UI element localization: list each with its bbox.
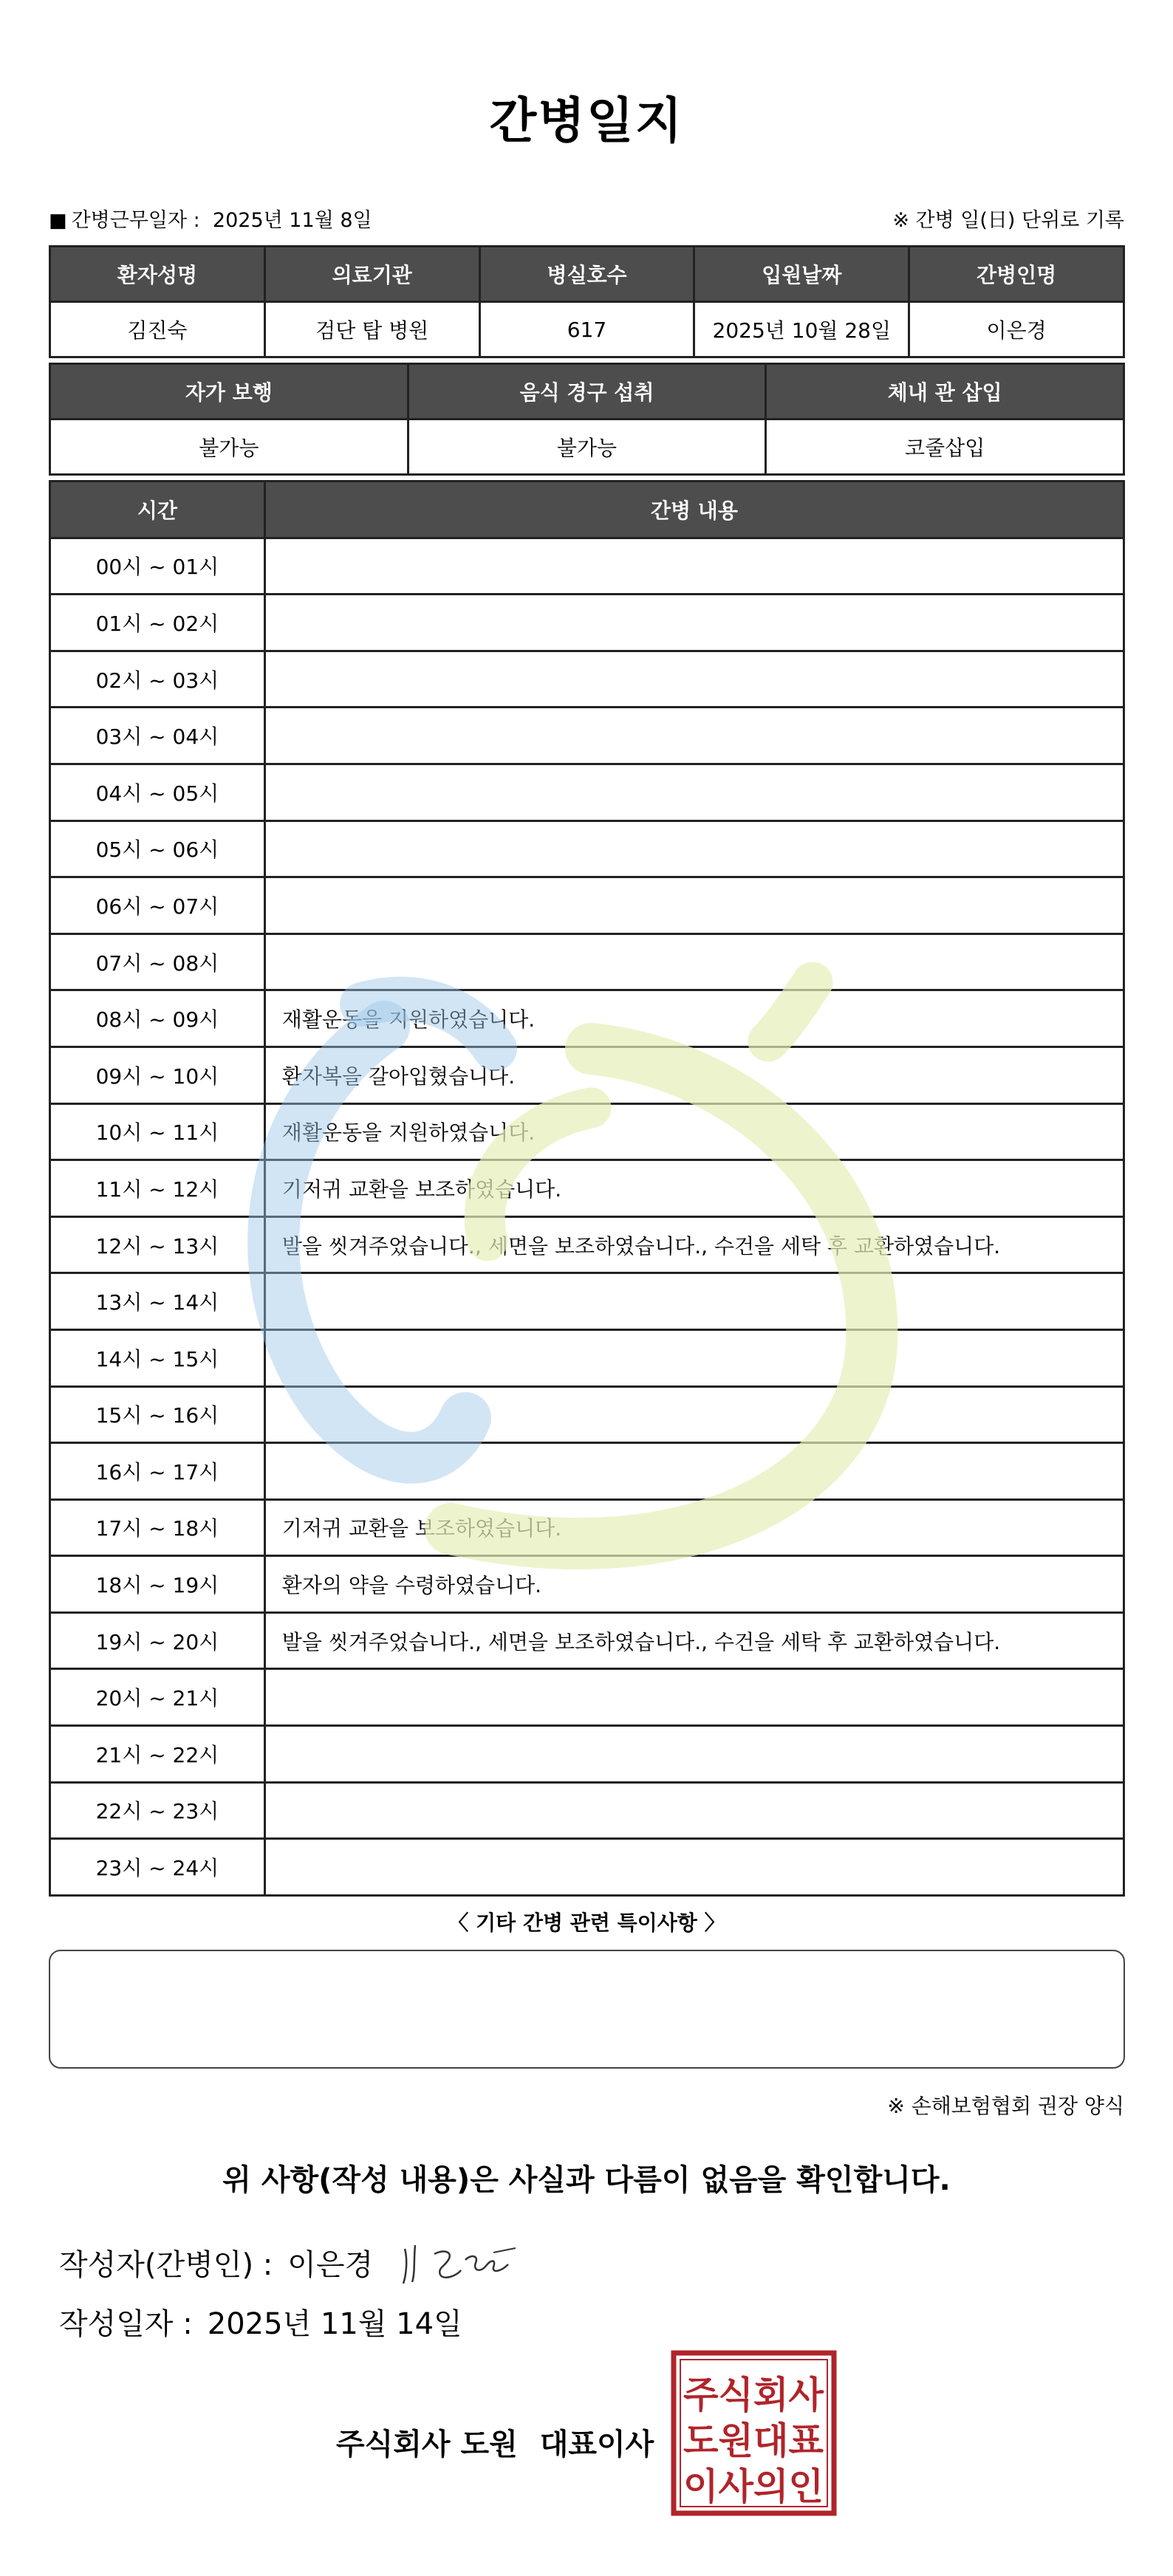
table-row xyxy=(50,1443,1124,1500)
work-date-line xyxy=(49,204,372,233)
special-notes-label: 〈 기타 간병 관련 특이사항 〉 xyxy=(448,1911,725,1935)
header-admission-date: 입원날짜 xyxy=(694,247,909,302)
tube-insertion-value: 코줄삽입 xyxy=(766,419,1124,475)
write-date-line xyxy=(59,2301,462,2343)
time-cell: 08시 ~ 09시 xyxy=(50,990,265,1047)
care-content-cell xyxy=(264,595,1124,651)
time-cell: 22시 ~ 23시 xyxy=(50,1782,265,1839)
time-cell: 07시 ~ 08시 xyxy=(50,934,265,990)
time-cell: 23시 ~ 24시 xyxy=(50,1839,265,1896)
writer-name: 이은경 xyxy=(287,2248,374,2282)
self-walking-value: 불가능 xyxy=(50,419,408,475)
table-row xyxy=(50,877,1124,934)
table-row xyxy=(50,651,1124,708)
company-line xyxy=(336,2421,654,2463)
table-row xyxy=(50,1556,1124,1613)
patient-info-table xyxy=(49,245,1125,358)
table-row xyxy=(50,1499,1124,1556)
time-cell: 09시 ~ 10시 xyxy=(50,1046,265,1103)
table-row xyxy=(50,1839,1124,1896)
time-cell: 18시 ~ 19시 xyxy=(50,1556,265,1613)
admission-date: 2025년 10월 28일 xyxy=(694,302,909,357)
time-cell: 21시 ~ 22시 xyxy=(50,1726,265,1783)
patient-status-table xyxy=(49,363,1125,476)
header-care-content: 간병 내용 xyxy=(264,482,1124,538)
table-row xyxy=(50,821,1124,877)
header-hospital: 의료기관 xyxy=(264,247,479,302)
care-content-cell: 재활운동을 지원하였습니다. xyxy=(264,1103,1124,1160)
time-cell: 17시 ~ 18시 xyxy=(50,1499,265,1556)
table-row xyxy=(50,1612,1124,1669)
patient-name: 김진숙 xyxy=(50,302,265,357)
care-content-cell xyxy=(264,1443,1124,1500)
time-cell: 20시 ~ 21시 xyxy=(50,1669,265,1726)
work-date-value: 2025년 11월 8일 xyxy=(212,209,372,232)
time-cell: 13시 ~ 14시 xyxy=(50,1273,265,1330)
table-row xyxy=(50,708,1124,764)
time-cell: 02시 ~ 03시 xyxy=(50,651,265,708)
care-content-cell xyxy=(264,934,1124,990)
time-cell: 10시 ~ 11시 xyxy=(50,1103,265,1160)
table-row xyxy=(50,1726,1124,1783)
recording-unit-note: ※ 간병 일(日) 단위로 기록 xyxy=(892,209,1124,232)
care-content-cell xyxy=(264,1329,1124,1386)
table-row xyxy=(50,934,1124,990)
table-row xyxy=(50,1386,1124,1443)
oral-intake-value: 불가능 xyxy=(408,419,766,475)
care-content-cell xyxy=(264,764,1124,821)
care-content-cell xyxy=(264,708,1124,764)
writer-label: 작성자(간병인) : xyxy=(59,2248,273,2282)
room-number: 617 xyxy=(479,302,694,357)
care-content-cell: 기저귀 교환을 보조하였습니다. xyxy=(264,1499,1124,1556)
time-cell: 04시 ~ 05시 xyxy=(50,764,265,821)
patient-status-header-row xyxy=(50,364,1124,419)
table-row xyxy=(50,990,1124,1047)
work-date-label: 간병근무일자 : xyxy=(71,209,200,232)
table-row xyxy=(50,538,1124,595)
time-cell: 00시 ~ 01시 xyxy=(50,538,265,595)
header-oral-intake: 음식 경구 섭취 xyxy=(408,364,766,419)
header-patient-name: 환자성명 xyxy=(50,247,265,302)
header-self-walking: 자가 보행 xyxy=(50,364,408,419)
table-row xyxy=(50,1329,1124,1386)
table-row xyxy=(50,764,1124,821)
patient-info-value-row xyxy=(50,302,1124,357)
time-cell: 06시 ~ 07시 xyxy=(50,877,265,934)
writer-line xyxy=(59,2241,373,2284)
header-caregiver-name: 간병인명 xyxy=(909,247,1124,302)
header-time: 시간 xyxy=(50,482,265,538)
table-row xyxy=(50,1273,1124,1330)
form-source-note: ※ 손해보험협회 권장 양식 xyxy=(887,2094,1124,2118)
care-content-cell: 환자복을 갈아입혔습니다. xyxy=(264,1046,1124,1103)
table-row xyxy=(50,1046,1124,1103)
time-cell: 03시 ~ 04시 xyxy=(50,708,265,764)
time-cell: 01시 ~ 02시 xyxy=(50,595,265,651)
care-content-cell: 재활운동을 지원하였습니다. xyxy=(264,990,1124,1047)
care-content-cell xyxy=(264,1273,1124,1330)
seal-line-3: 이사의인 xyxy=(683,2465,824,2508)
table-row xyxy=(50,1103,1124,1160)
caregiver-name: 이은경 xyxy=(909,302,1124,357)
time-cell: 12시 ~ 13시 xyxy=(50,1216,265,1273)
signature-icon xyxy=(397,2238,523,2289)
care-content-cell xyxy=(264,538,1124,595)
care-content-cell: 환자의 약을 수령하였습니다. xyxy=(264,1556,1124,1613)
care-content-cell xyxy=(264,821,1124,877)
care-content-cell xyxy=(264,1782,1124,1839)
write-date-label: 작성일자 : xyxy=(59,2307,193,2341)
time-cell: 15시 ~ 16시 xyxy=(50,1386,265,1443)
care-content-cell xyxy=(264,1386,1124,1443)
care-log-table xyxy=(49,480,1125,1897)
care-log-header-row xyxy=(50,482,1124,538)
care-content-cell xyxy=(264,1726,1124,1783)
care-content-cell: 발을 씻겨주었습니다., 세면을 보조하였습니다., 수건을 세탁 후 교환하였습니다. xyxy=(264,1612,1124,1669)
seal-line-2: 도원대표 xyxy=(683,2419,824,2462)
time-cell: 11시 ~ 12시 xyxy=(50,1160,265,1217)
care-content-cell: 기저귀 교환을 보조하였습니다. xyxy=(264,1160,1124,1217)
confirmation-statement: 위 사항(작성 내용)은 사실과 다름이 없음을 확인합니다. xyxy=(222,2163,951,2197)
ceo-title: 대표이사 xyxy=(539,2428,654,2462)
seal-line-1: 주식회사 xyxy=(683,2374,824,2416)
patient-status-value-row xyxy=(50,419,1124,475)
care-content-cell xyxy=(264,1839,1124,1896)
header-room-number: 병실호수 xyxy=(479,247,694,302)
time-cell: 14시 ~ 15시 xyxy=(50,1329,265,1386)
header-tube-insertion: 체내 관 삽입 xyxy=(766,364,1124,419)
hospital-name: 검단 탑 병원 xyxy=(264,302,479,357)
care-content-cell xyxy=(264,877,1124,934)
table-row xyxy=(50,595,1124,651)
page-title: 간병일지 xyxy=(489,92,684,149)
company-name: 주식회사 도원 xyxy=(336,2428,518,2462)
square-bullet-icon: ■ xyxy=(49,210,67,232)
table-row xyxy=(50,1782,1124,1839)
time-cell: 19시 ~ 20시 xyxy=(50,1612,265,1669)
table-row xyxy=(50,1160,1124,1217)
patient-info-header-row xyxy=(50,247,1124,302)
special-notes-box xyxy=(49,1950,1125,2069)
time-cell: 16시 ~ 17시 xyxy=(50,1443,265,1500)
write-date-value: 2025년 11월 14일 xyxy=(207,2307,462,2341)
care-content-cell xyxy=(264,651,1124,708)
time-cell: 05시 ~ 06시 xyxy=(50,821,265,877)
table-row xyxy=(50,1216,1124,1273)
company-seal-icon xyxy=(671,2350,837,2516)
care-content-cell: 발을 씻겨주었습니다., 세면을 보조하였습니다., 수건을 세탁 후 교환하였습니다. xyxy=(264,1216,1124,1273)
table-row xyxy=(50,1669,1124,1726)
care-content-cell xyxy=(264,1669,1124,1726)
